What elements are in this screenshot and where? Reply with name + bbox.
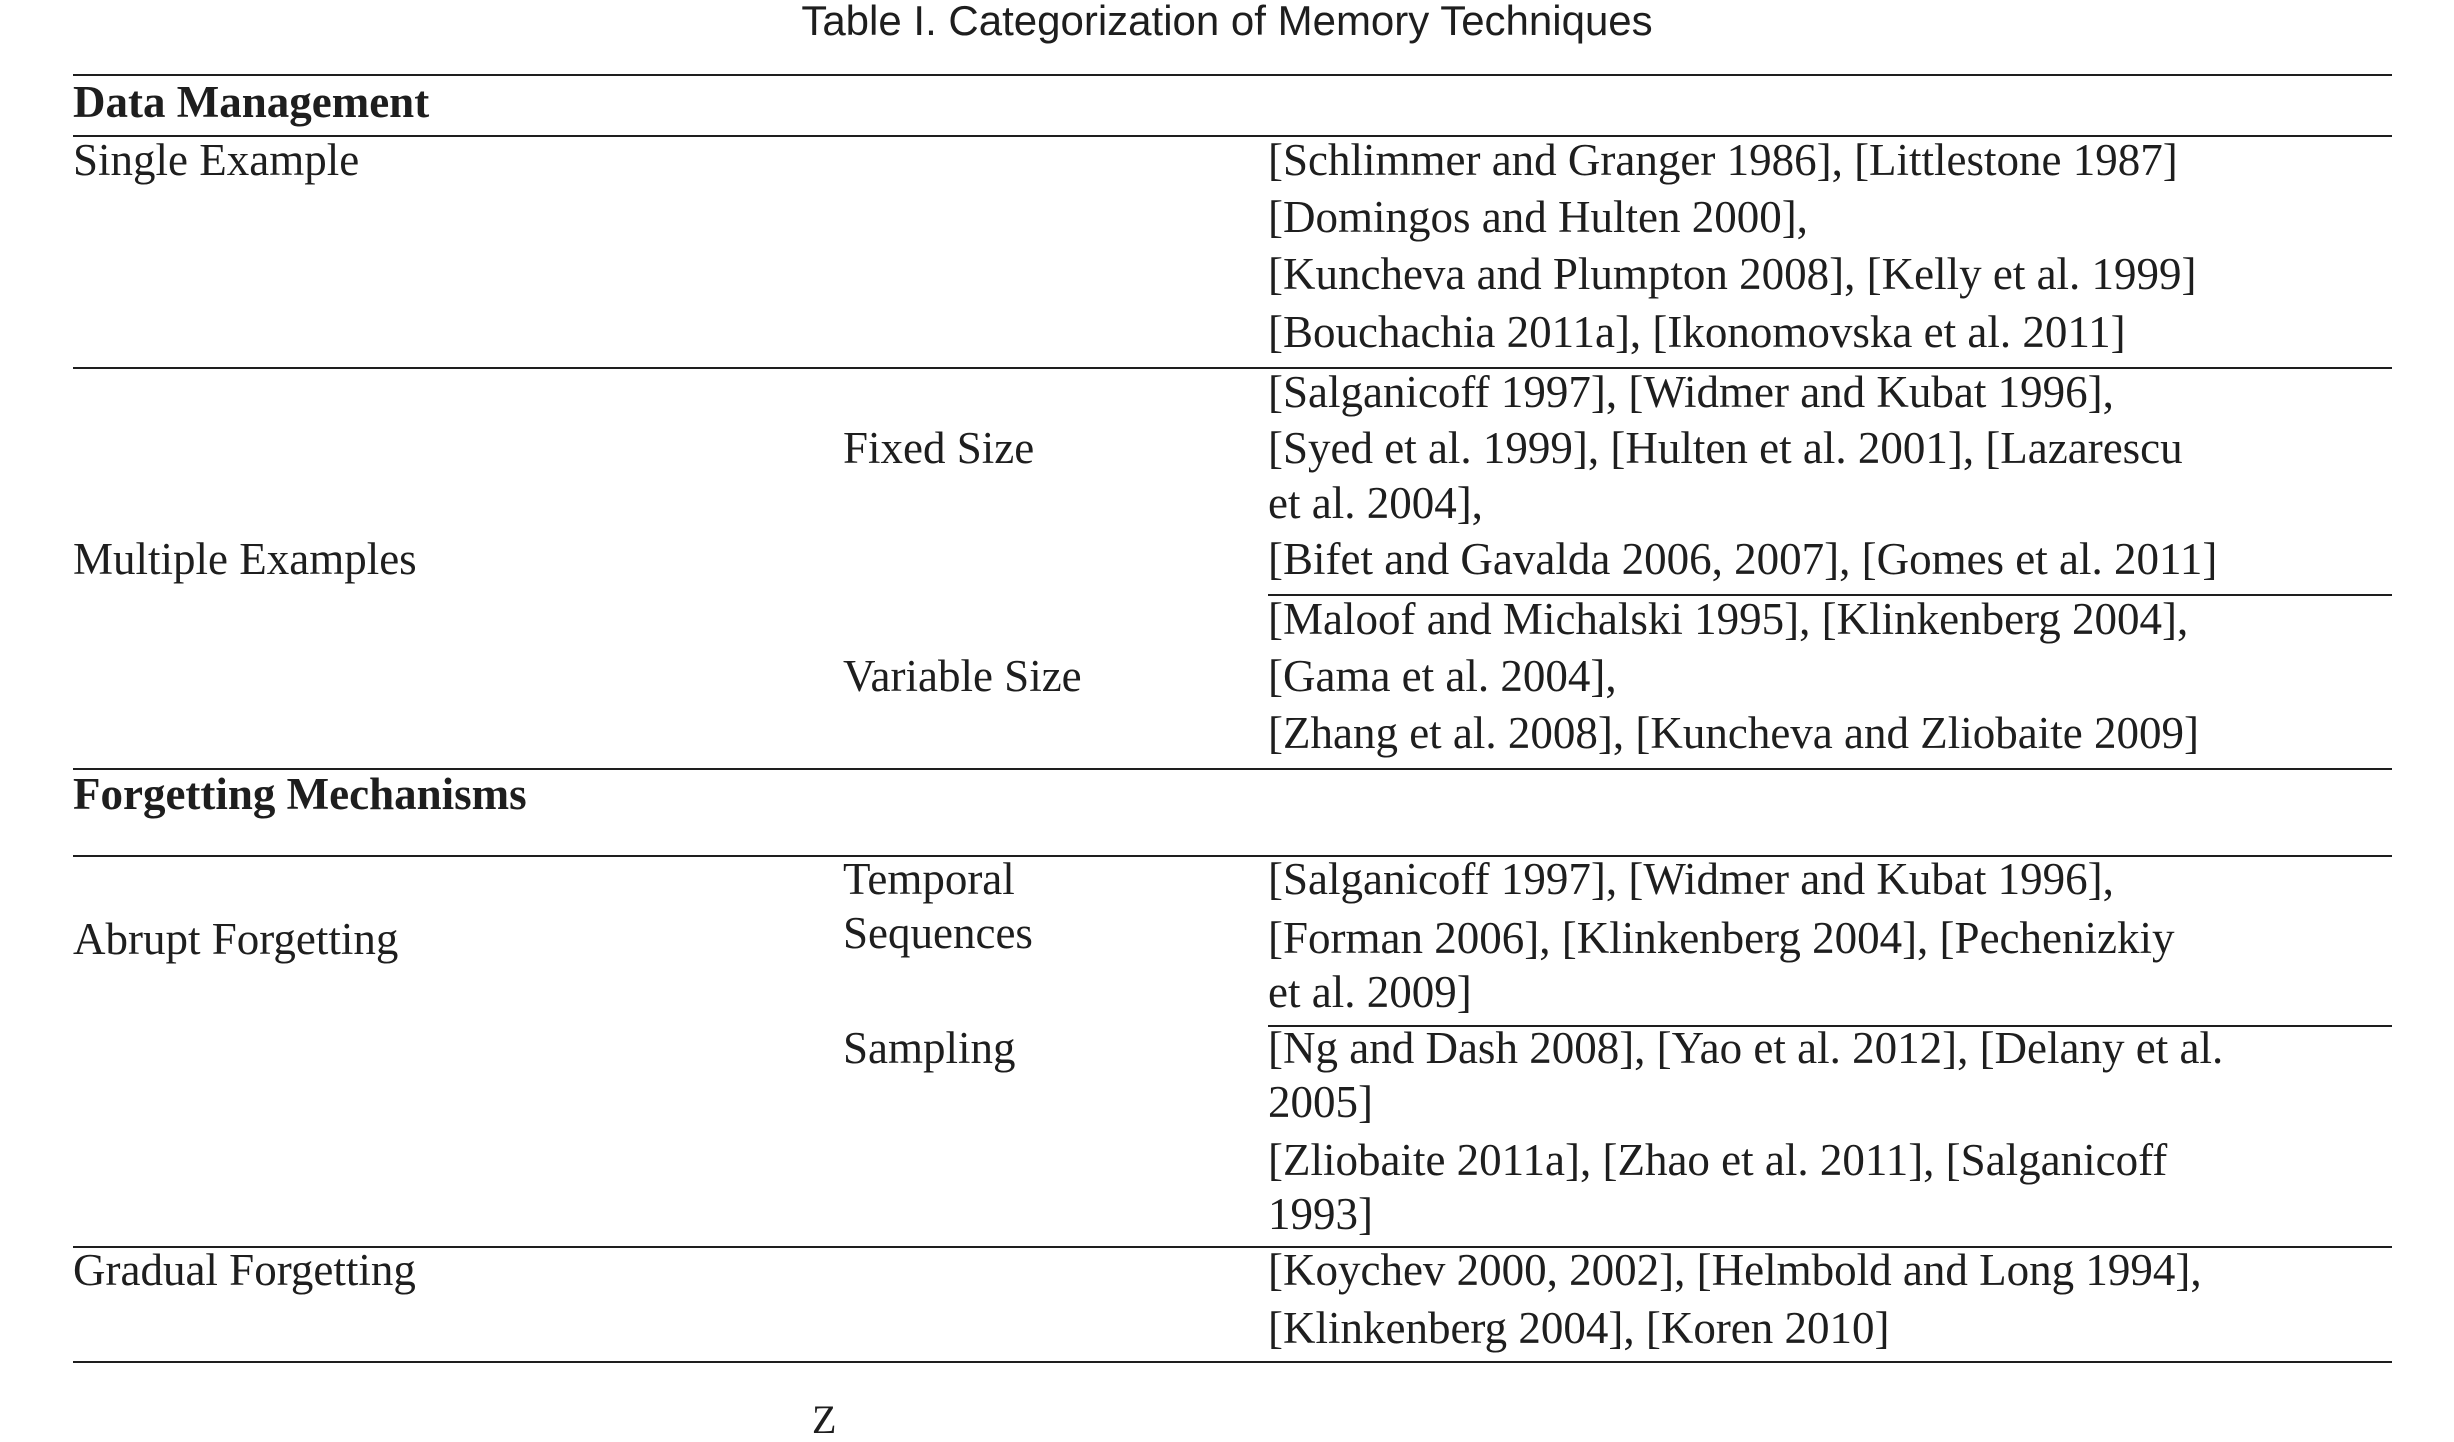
ref-line: et al. 2009]: [1268, 967, 1472, 1017]
ref-line: [Domingos and Hulten 2000],: [1268, 192, 1808, 242]
ref-line: [Syed et al. 1999], [Hulten et al. 2001], [Lazarescu: [1268, 423, 2183, 473]
section-heading-forgetting-mechanisms: Forgetting Mechanisms: [73, 769, 527, 819]
subrow-label-variable-size: Variable Size: [843, 651, 1082, 701]
subrow-label-temporal: Temporal: [843, 854, 1015, 904]
ref-line: [Maloof and Michalski 1995], [Klinkenberg 2004],: [1268, 594, 2189, 644]
rule-top: [73, 74, 2392, 76]
ref-line: [Zhang et al. 2008], [Kuncheva and Zliobaite 2009]: [1268, 708, 2199, 758]
subrow-label-sampling: Sampling: [843, 1023, 1016, 1073]
ref-line: [Zliobaite 2011a], [Zhao et al. 2011], [Salganicoff: [1268, 1135, 2168, 1185]
ref-line: [Schlimmer and Granger 1986], [Littlestone 1987]: [1268, 135, 2178, 185]
row-label-abrupt-forgetting: Abrupt Forgetting: [73, 914, 399, 964]
ref-line: [Koychev 2000, 2002], [Helmbold and Long 1994],: [1268, 1245, 2202, 1295]
table-caption: Table I. Categorization of Memory Techniques: [801, 0, 1653, 44]
subrow-label-fixed-size: Fixed Size: [843, 423, 1035, 473]
row-label-gradual-forgetting: Gradual Forgetting: [73, 1245, 416, 1295]
ref-line: [Klinkenberg 2004], [Koren 2010]: [1268, 1303, 1890, 1353]
row-label-multiple-examples: Multiple Examples: [73, 534, 417, 584]
ref-line: et al. 2004],: [1268, 478, 1483, 528]
page-text-fragment: Z: [812, 1397, 837, 1442]
ref-line: [Forman 2006], [Klinkenberg 2004], [Pechenizkiy: [1268, 913, 2175, 963]
ref-line: 2005]: [1268, 1077, 1373, 1127]
ref-line: [Bouchachia 2011a], [Ikonomovska et al. 2011]: [1268, 307, 2126, 357]
ref-line: [Bifet and Gavalda 2006, 2007], [Gomes et al. 2011]: [1268, 534, 2218, 584]
ref-line: [Ng and Dash 2008], [Yao et al. 2012], [Delany et al.: [1268, 1023, 2224, 1073]
subrow-label-sequences: Sequences: [843, 908, 1033, 958]
row-label-single-example: Single Example: [73, 135, 360, 185]
rule-bottom: [73, 1361, 2392, 1363]
ref-line: [Salganicoff 1997], [Widmer and Kubat 1996],: [1268, 367, 2114, 417]
ref-line: [Gama et al. 2004],: [1268, 651, 1617, 701]
ref-line: [Salganicoff 1997], [Widmer and Kubat 1996],: [1268, 854, 2114, 904]
ref-line: [Kuncheva and Plumpton 2008], [Kelly et al. 1999]: [1268, 249, 2197, 299]
ref-line: 1993]: [1268, 1189, 1373, 1239]
section-heading-data-management: Data Management: [73, 77, 430, 127]
